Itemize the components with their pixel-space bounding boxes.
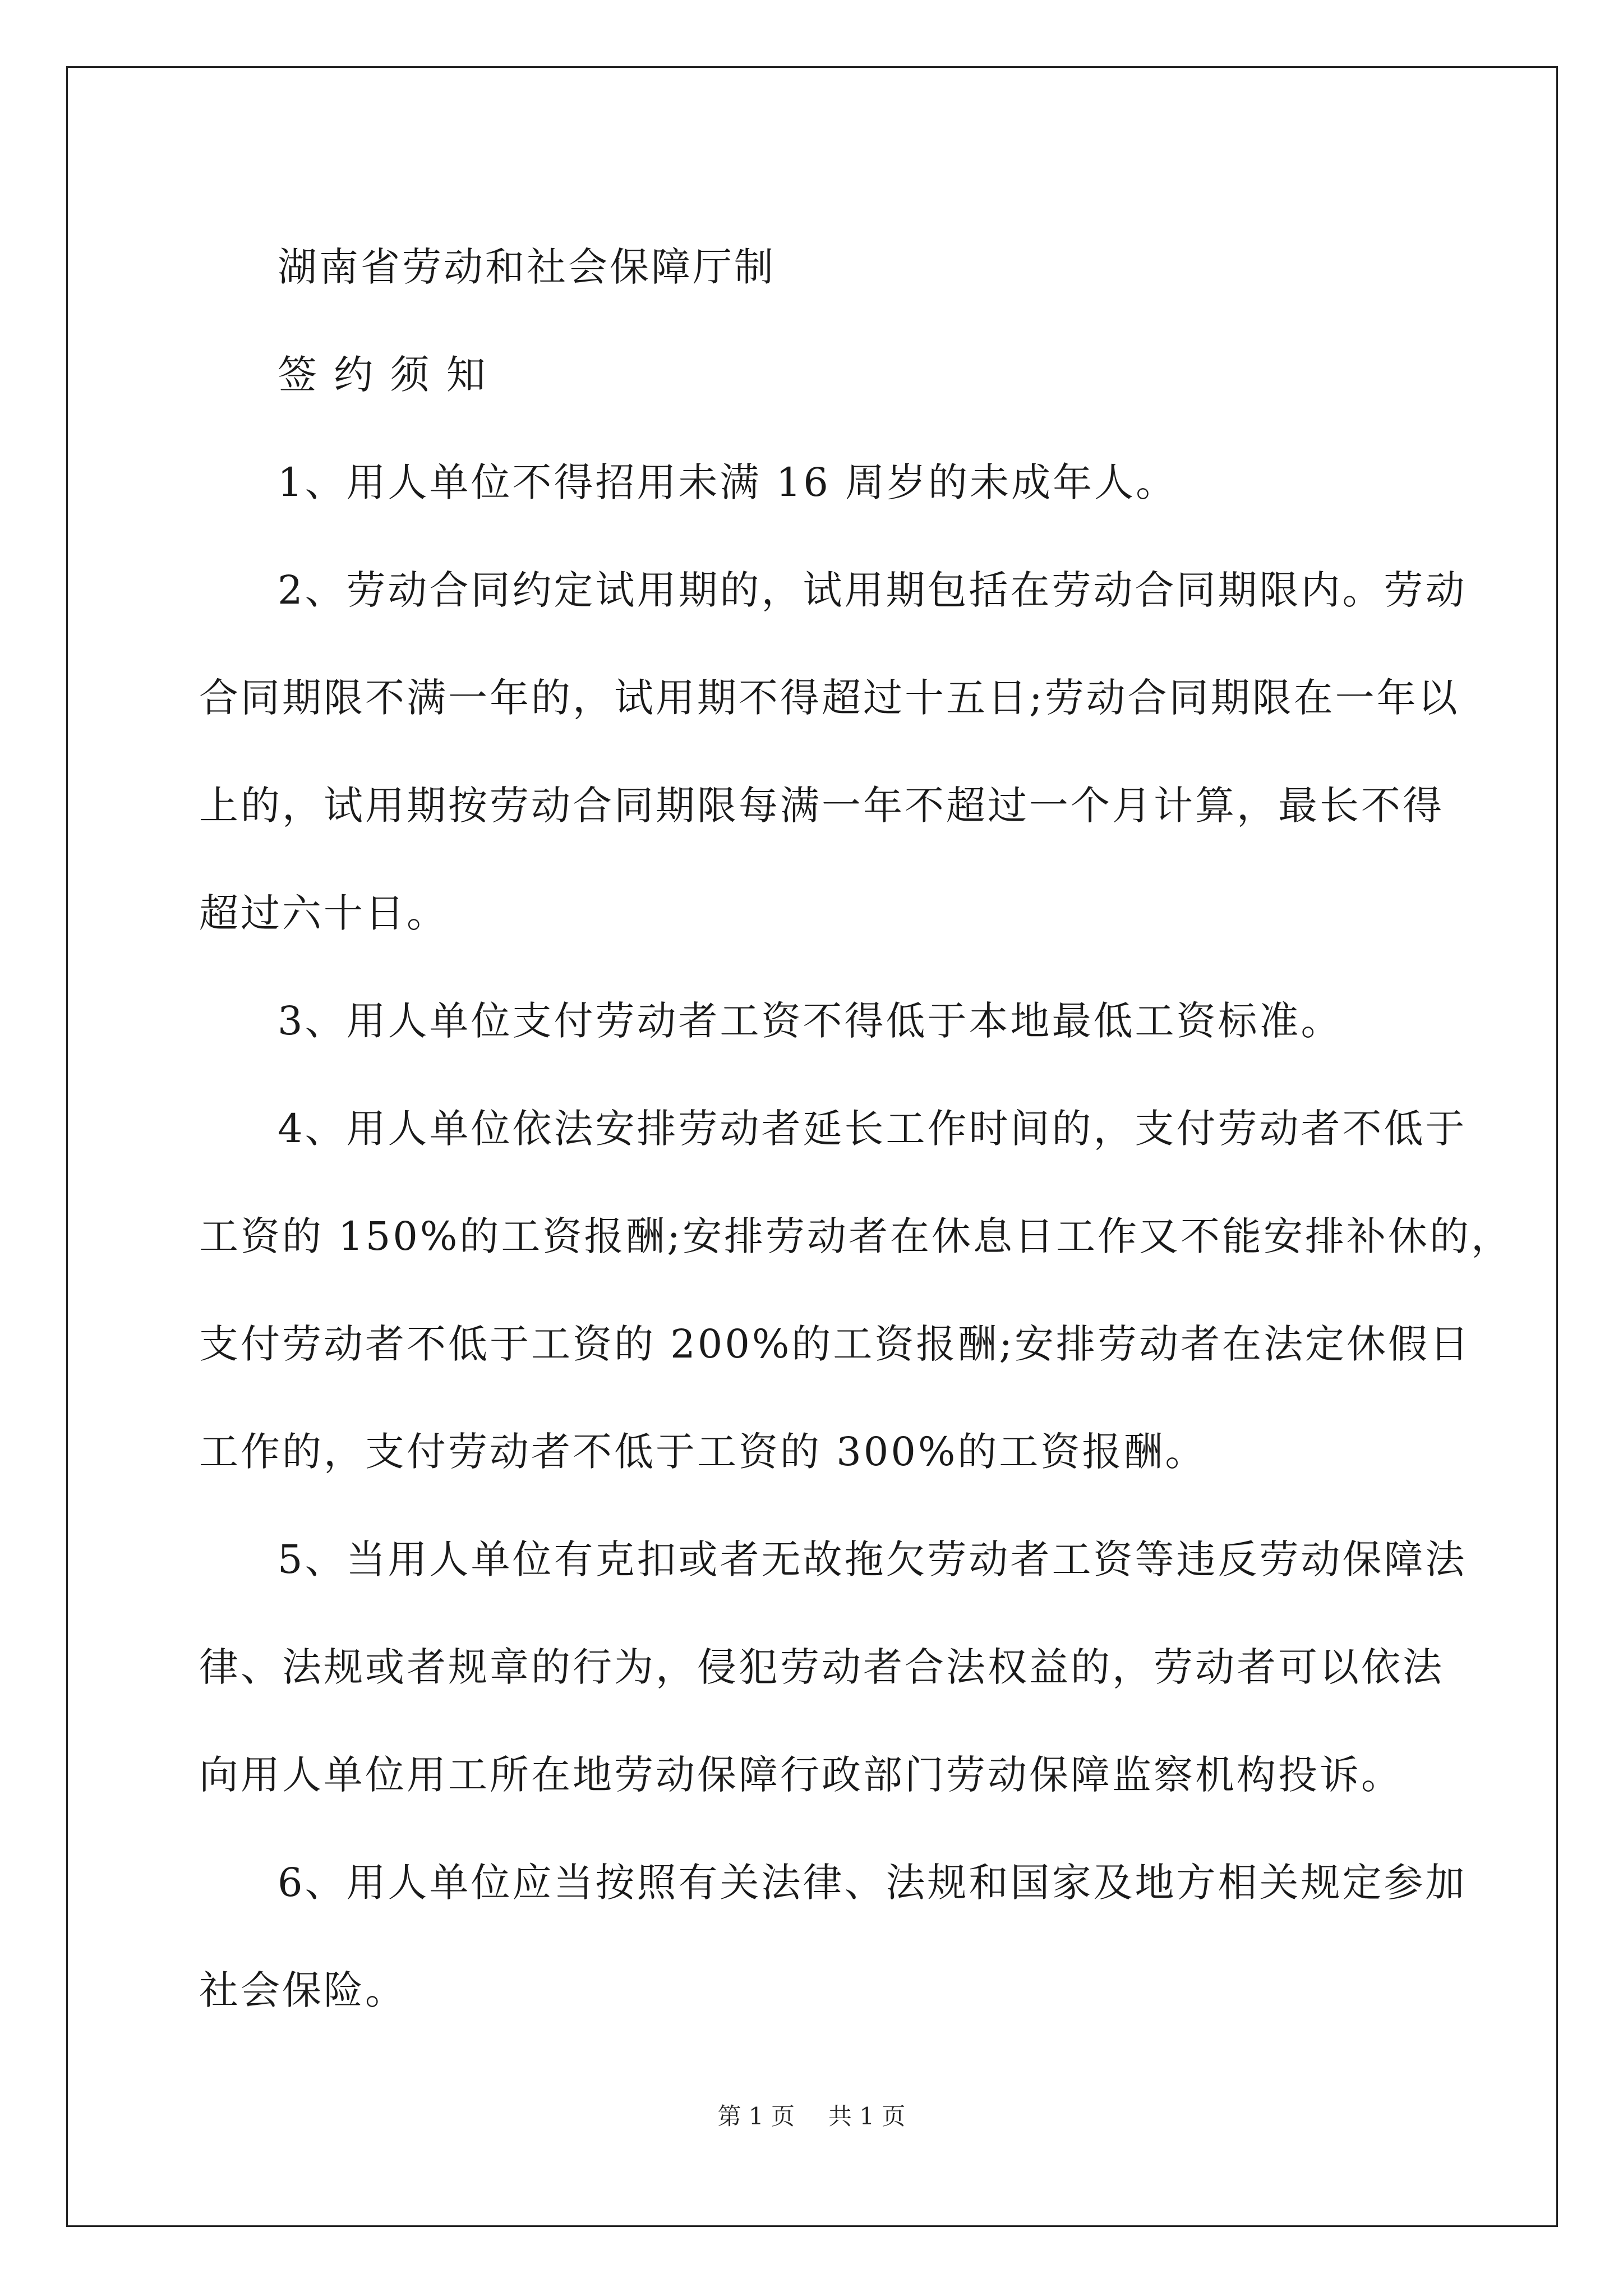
paragraph-6: [199, 1829, 1467, 2044]
paragraph-line: 4、用人单位依法安排劳动者延长工作时间的，支付劳动者不低于: [278, 1106, 1467, 1152]
paragraph-3: [199, 967, 1433, 1075]
paragraph-line: 2、劳动合同约定试用期的，试用期包括在劳动合同期限内。劳动: [278, 567, 1467, 613]
paragraph-line: 3、用人单位支付劳动者工资不得低于本地最低工资标准。: [278, 998, 1343, 1044]
paragraph-2: [199, 536, 1467, 967]
paragraph-line: 合同期限不满一年的，试用期不得超过十五日;劳动合同期限在一年以: [199, 675, 1460, 721]
paragraph-5: [199, 1506, 1467, 1829]
page-number-current: 第 1 页: [717, 2102, 795, 2130]
page-number-total: 共 1 页: [828, 2102, 906, 2130]
paragraph-line: 律、法规或者规章的行为，侵犯劳动者合法权益的，劳动者可以依法: [199, 1644, 1444, 1690]
document-title: 签 约 须 知: [278, 352, 488, 398]
paragraph-line: 超过六十日。: [199, 890, 448, 936]
issuer-line: 湖南省劳动和社会保障厅制: [278, 244, 776, 290]
paragraph-line: 5、当用人单位有克扣或者无故拖欠劳动者工资等违反劳动保障法: [278, 1536, 1467, 1582]
document-body: [199, 213, 1513, 2044]
paragraph-line: 支付劳动者不低于工资的 200%的工资报酬;安排劳动者在法定休假日: [199, 1321, 1471, 1367]
paragraph-line: 1、用人单位不得招用未满 16 周岁的未成年人。: [278, 459, 1178, 505]
page-footer: [0, 2098, 1623, 2132]
paragraph-line: 6、用人单位应当按照有关法律、法规和国家及地方相关规定参加: [278, 1860, 1467, 1906]
paragraph-line: 上的，试用期按劳动合同期限每满一年不超过一个月计算，最长不得: [199, 783, 1444, 829]
paragraph-line: 向用人单位用工所在地劳动保障行政部门劳动保障监察机构投诉。: [199, 1752, 1403, 1798]
paragraph-4: [199, 1075, 1513, 1506]
paragraph-line: 社会保险。: [199, 1967, 407, 2013]
paragraph-line: 工资的 150%的工资报酬;安排劳动者在休息日工作又不能安排补休的，: [199, 1213, 1513, 1259]
paragraph-line: 工作的，支付劳动者不低于工资的 300%的工资报酬。: [199, 1429, 1207, 1475]
paragraph-1: [199, 429, 1433, 536]
